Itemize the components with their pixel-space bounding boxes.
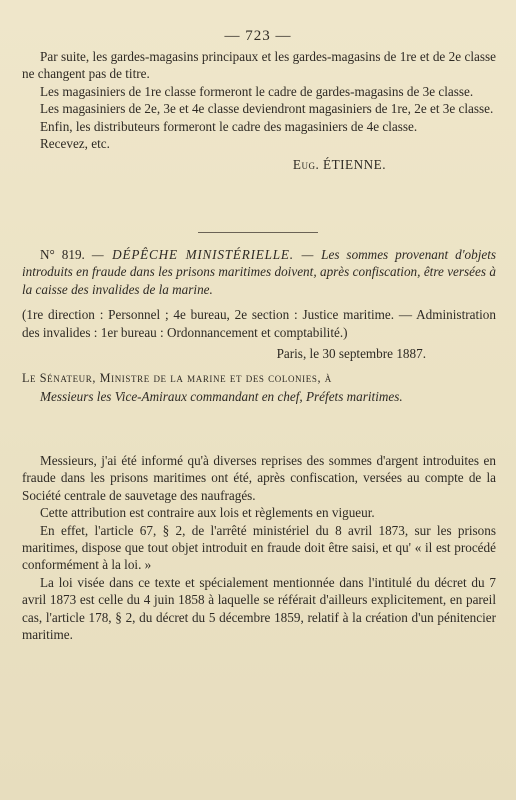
top-section [22, 48, 496, 174]
body-paragraph-3: En effet, l'article 67, § 2, de l'arrêté ministériel du 8 avril 1873, sur les prisons maritimes, dispose que tout objet introduit en fraude doit être saisi, et qu' « il est procédé conformément à la loi. » [22, 522, 496, 573]
dispatch-summary: Les sommes provenant d'objets introduits en fraude dans les prisons maritimes doivent, après confiscation, être versées à la caisse des invalides de la marine. [22, 247, 497, 297]
paragraph-1: Par suite, les gardes-magasins principaux et les gardes-magasins de 1re et de 2e classe ne changent pas de titre. [22, 49, 496, 82]
dispatch-header [22, 246, 496, 405]
paragraph-2: Les magasiniers de 1re classe formeront le cadre de gardes-magasins de 3e classe. [40, 83, 474, 99]
separator-rule [198, 232, 318, 233]
dispatch-date: Paris, le 30 septembre 1887. [276, 346, 426, 362]
closing: Recevez, etc. [40, 136, 110, 152]
dispatch-recipients: Messieurs les Vice-Amiraux commandant en chef, Préfets maritimes. [40, 388, 403, 404]
dispatch-direction: (1re direction : Personnel ; 4e bureau, 2e section : Justice maritime. — Administration des invalides : 1er bureau : Ordonnancement et comptabilité.) [22, 307, 496, 340]
paragraph-3: Les magasiniers de 2e, 3e et 4e classe deviendront magasiniers de 1re, 2e et 3e classe. [40, 101, 494, 117]
dispatch-title: — DÉPÊCHE MINISTÉRIELLE. — [91, 247, 315, 262]
paragraph-4: Enfin, les distributeurs formeront le cadre des magasiniers de 4e classe. [40, 118, 418, 134]
dispatch-heading [22, 246, 496, 298]
body-paragraph-4: La loi visée dans ce texte et spécialement mentionnée dans l'intitulé du décret du 7 avril 1873 est celle du 4 juin 1858 à laquelle se référait d'ailleurs explicitement, en pareil cas, l'article 178, § 2, du décret du 5 décembre 1859, relatif à la création d'un pénitencier maritime. [22, 574, 496, 643]
signature: Eug. ÉTIENNE. [292, 157, 386, 173]
body-paragraph-1: Messieurs, j'ai été informé qu'à diverses reprises des sommes d'argent introduites en fraude dans les prisons maritimes ont été, après confiscation, versées au compte de la Société centrale de sauvetage des naufragés. [22, 453, 496, 503]
letter-body [22, 452, 496, 643]
dispatch-number: N° 819. [40, 247, 85, 262]
dispatch-address: Le Sénateur, Ministre de la marine et des colonies, à [22, 371, 332, 386]
page-number: — 723 — [224, 28, 292, 44]
body-paragraph-2: Cette attribution est contraire aux lois et règlements en vigueur. [40, 505, 375, 521]
